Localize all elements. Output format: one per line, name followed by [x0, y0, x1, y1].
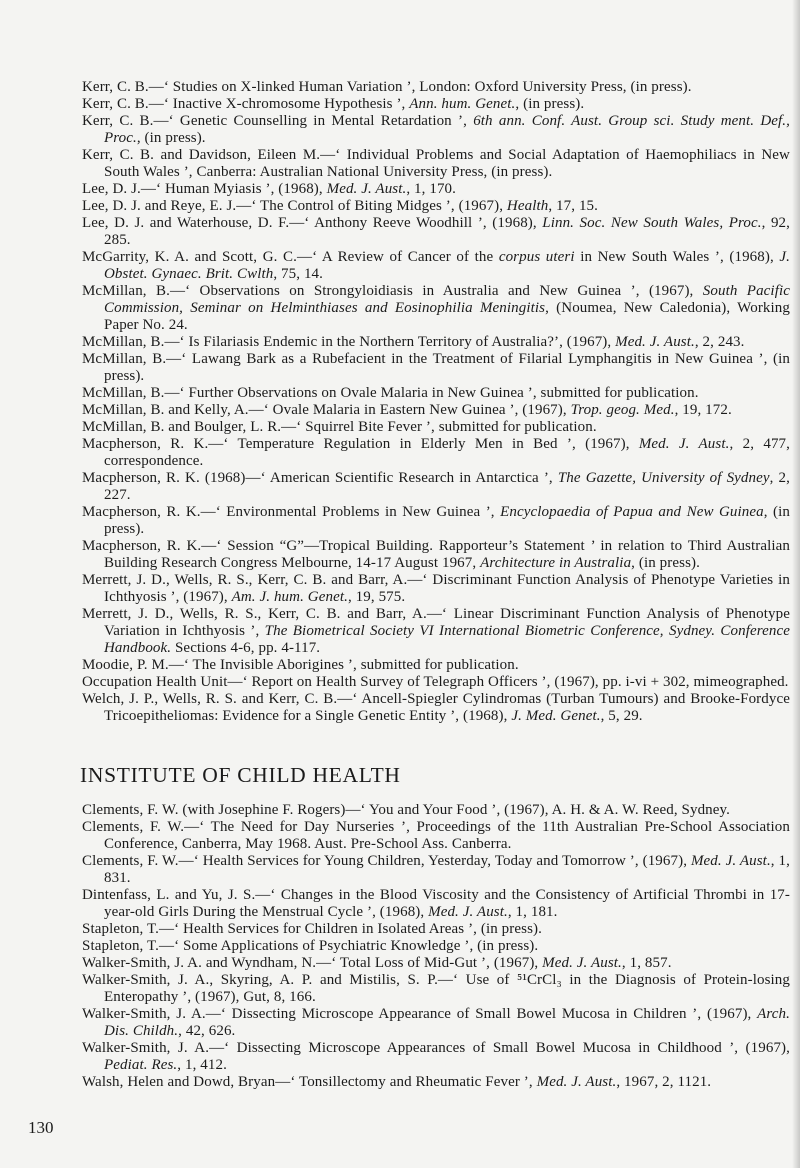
- reference-entry: [82, 538, 790, 572]
- reference-list-bottom: [82, 802, 790, 1091]
- reference-entry: [82, 96, 790, 113]
- reference-text: Kerr, C. B.—‘ Studies on X-linked Human Variation ’, London: Oxford University Press, (in press).: [82, 79, 692, 95]
- reference-entry: [82, 470, 790, 504]
- reference-text: Kerr, C. B. and Davidson, Eileen M.—‘ Individual Problems and Social Adaptation of Haemophiliacs in New South Wales ’, Canberra: Australian National University Press, (in press).: [82, 147, 790, 180]
- reference-text: Macpherson, R. K. (1968)—‘ American Scientific Research in Antarctica ’,: [82, 470, 558, 486]
- reference-text: Occupation Health Unit—‘ Report on Health Survey of Telegraph Officers ’, (1967), pp. i-vi + 302, mimeographed.: [82, 674, 789, 690]
- reference-text: , 19, 172.: [674, 402, 732, 418]
- reference-entry: [82, 819, 790, 853]
- reference-journal: Am. J. hum. Genet.: [231, 589, 348, 605]
- reference-text: , 1, 412.: [177, 1057, 227, 1073]
- reference-text: Lee, D. J. and Waterhouse, D. F.—‘ Anthony Reeve Woodhill ’, (1968),: [82, 215, 543, 231]
- reference-text: , 17, 15.: [548, 198, 598, 214]
- reference-text: , 1967, 2, 1121.: [616, 1074, 712, 1090]
- reference-journal: Ann. hum. Genet.: [409, 96, 516, 112]
- reference-text: Walker-Smith, J. A. and Wyndham, N.—‘ Total Loss of Mid-Gut ’, (1967),: [82, 955, 543, 971]
- reference-text: Lee, D. J. and Reye, E. J.—‘ The Control of Biting Midges ’, (1967),: [82, 198, 507, 214]
- reference-text: Clements, F. W. (with Josephine F. Rogers)—‘ You and Your Food ’, (1967), A. H. & A. W. Reed, Sydney.: [82, 802, 731, 818]
- reference-text: Welch, J. P., Wells, R. S. and Kerr, C. B.—‘ Ancell-Spiegler Cylindromas (Turban Tumours) and Brooke-Fordyce Tricoepitheliomas: Evidence for a Single Genetic Entity ’, (1968),: [82, 691, 790, 724]
- reference-journal: Med. J. Aust.: [542, 955, 622, 971]
- reference-entry: [82, 385, 790, 402]
- reference-journal: Med. J. Aust.: [536, 1074, 617, 1090]
- reference-text: , (in press).: [515, 96, 585, 112]
- reference-journal: Med. J. Aust.: [690, 853, 771, 869]
- reference-journal: J. Obstet. Gynaec. Brit. Cwlth: [104, 249, 790, 282]
- reference-text: Stapleton, T.—‘ Some Applications of Psychiatric Knowledge ’, (in press).: [82, 938, 539, 954]
- reference-text: Sections 4-6, pp. 4-117.: [171, 640, 321, 656]
- page-number: 130: [28, 1118, 54, 1137]
- reference-text: , 75, 14.: [273, 266, 324, 282]
- reference-text: Merrett, J. D., Wells, R. S., Kerr, C. B. and Barr, A.—‘ Linear Discriminant Function Analysis of Phenotype Variation in Ichthyosis ’,: [82, 606, 790, 639]
- reference-entry: [82, 79, 790, 96]
- reference-text: Walker-Smith, J. A.—‘ Dissecting Microscope Appearance of Small Bowel Mucosa in Children ’, (1967),: [82, 1006, 758, 1022]
- reference-entry: [82, 436, 790, 470]
- reference-entry: [82, 198, 790, 215]
- reference-text: McMillan, B.—‘ Further Observations on Ovale Malaria in New Guinea ’, submitted for publication.: [82, 385, 699, 401]
- reference-entry: [82, 249, 790, 283]
- reference-text: Dintenfass, L. and Yu, J. S.—‘ Changes in the Blood Viscosity and the Consistency of Artificial Thrombi in 17-year-old Girls During the Menstrual Cycle ’, (1968),: [82, 887, 790, 920]
- reference-text: Stapleton, T.—‘ Health Services for Children in Isolated Areas ’, (in press).: [82, 921, 542, 937]
- reference-entry: [82, 147, 790, 181]
- reference-text: McMillan, B.—‘ Lawang Bark as a Rubefacient in the Treatment of Filarial Lymphangitis in New Guinea ’, (in press).: [82, 351, 790, 384]
- reference-journal: Linn. Soc. New South Wales, Proc.: [542, 215, 762, 231]
- reference-journal: Pediat. Res.: [104, 1057, 178, 1073]
- reference-entry: [82, 972, 790, 1006]
- reference-entry: [82, 887, 790, 921]
- reference-text: Macpherson, R. K.—‘ Environmental Problems in New Guinea ’,: [82, 504, 501, 520]
- reference-entry: [82, 402, 790, 419]
- page-edge-shadow: [792, 0, 800, 1168]
- reference-text: , (in press).: [631, 555, 700, 571]
- reference-journal: 6th ann. Conf. Aust. Group sci. Study ment. Def., Proc.: [104, 113, 790, 146]
- reference-text: McMillan, B. and Kelly, A.—‘ Ovale Malaria in Eastern New Guinea ’, (1967),: [82, 402, 571, 418]
- reference-entry: [82, 1074, 790, 1091]
- reference-text: Walker-Smith, J. A., Skyring, A. P. and Mistilis, S. P.—‘ Use of ⁵¹CrCl₃ in the Diagnosis of Protein-losing Enteropathy ’, (1967), Gut, 8, 166.: [82, 972, 790, 1005]
- reference-journal: Architecture in Australia: [480, 555, 632, 571]
- reference-text: Merrett, J. D., Wells, R. S., Kerr, C. B. and Barr, A.—‘ Discriminant Function Analysis of Phenotype Varieties in Ichthyosis ’, (1967),: [82, 572, 790, 605]
- reference-journal: Med. J. Aust.: [638, 436, 730, 452]
- reference-text: Kerr, C. B.—‘ Genetic Counselling in Mental Retardation ’,: [82, 113, 474, 129]
- reference-text: Kerr, C. B.—‘ Inactive X-chromosome Hypothesis ’,: [82, 96, 410, 112]
- reference-text: McMillan, B.—‘ Is Filariasis Endemic in the Northern Territory of Australia?’, (1967),: [82, 334, 616, 350]
- reference-text: , 1, 831.: [104, 853, 790, 886]
- reference-text: , (Noumea, New Caledonia), Working Paper No. 24.: [104, 300, 790, 333]
- reference-text: , 1, 181.: [507, 904, 558, 920]
- reference-entry: [82, 215, 790, 249]
- reference-journal: corpus uteri: [498, 249, 575, 265]
- reference-text: Moodie, P. M.—‘ The Invisible Aborigines ’, submitted for publication.: [82, 657, 519, 673]
- reference-journal: Med. J. Aust.: [326, 181, 407, 197]
- reference-text: Macpherson, R. K.—‘ Temperature Regulation in Elderly Men in Bed ’, (1967),: [82, 436, 639, 452]
- reference-entry: [82, 113, 790, 147]
- reference-text: in New South Wales ’, (1968),: [574, 249, 780, 265]
- reference-text: Macpherson, R. K.—‘ Session “G”—Tropical Building. Rapporteur’s Statement ’ in relation to Third Australian Building Research Congress Melbourne, 14-17 August 1967,: [82, 538, 790, 571]
- reference-journal: Med. J. Aust.: [428, 904, 508, 920]
- reference-text: , 19, 575.: [347, 589, 406, 605]
- reference-entry: [82, 572, 790, 606]
- reference-journal: Health: [506, 198, 549, 214]
- reference-entry: [82, 419, 790, 436]
- reference-entry: [82, 606, 790, 657]
- reference-entry: [82, 283, 790, 334]
- reference-text: , 42, 626.: [178, 1023, 236, 1039]
- reference-entry: [82, 921, 790, 938]
- reference-entry: [82, 938, 790, 955]
- reference-entry: [82, 853, 790, 887]
- reference-text: , (in press).: [104, 504, 790, 537]
- reference-entry: [82, 351, 790, 385]
- reference-entry: [82, 955, 790, 972]
- reference-journal: Med. J. Aust.: [615, 334, 695, 350]
- reference-text: , (in press).: [136, 130, 206, 146]
- reference-entry: [82, 657, 790, 674]
- reference-entry: [82, 1006, 790, 1040]
- reference-text: Clements, F. W.—‘ The Need for Day Nurseries ’, Proceedings of the 11th Australian Pre-School Association Conference, Canberra, May 1968. Aust. Pre-School Ass. Canberra.: [82, 819, 790, 852]
- reference-entry: [82, 674, 790, 691]
- reference-entry: [82, 504, 790, 538]
- reference-journal: Encyclopaedia of Papua and New Guinea: [500, 504, 764, 520]
- reference-journal: The Biometrical Society VI International Biometric Conference, Sydney. Conference Handbook.: [104, 623, 790, 656]
- reference-text: , 1, 170.: [406, 181, 457, 197]
- reference-text: , 92, 285.: [104, 215, 791, 248]
- reference-list-top: [82, 79, 790, 725]
- reference-entry: [82, 802, 790, 819]
- reference-text: , 5, 29.: [600, 708, 643, 724]
- reference-text: , 2, 477, correspondence.: [104, 436, 790, 469]
- reference-text: Walsh, Helen and Dowd, Bryan—‘ Tonsillectomy and Rheumatic Fever ’,: [82, 1074, 537, 1090]
- reference-journal: J. Med. Genet.: [511, 708, 601, 724]
- reference-entry: [82, 181, 790, 198]
- reference-entry: [82, 334, 790, 351]
- reference-text: Lee, D. J.—‘ Human Myiasis ’, (1968),: [82, 181, 327, 197]
- reference-text: Walker-Smith, J. A.—‘ Dissecting Microscope Appearances of Small Bowel Mucosa in Childhood ’, (1967),: [82, 1040, 790, 1056]
- reference-entry: [82, 691, 790, 725]
- reference-text: McMillan, B. and Boulger, L. R.—‘ Squirrel Bite Fever ’, submitted for publication.: [82, 419, 597, 435]
- reference-text: Clements, F. W.—‘ Health Services for Young Children, Yesterday, Today and Tomorrow ’, (1967),: [82, 853, 691, 869]
- reference-text: , 2, 227.: [104, 470, 791, 503]
- reference-text: McMillan, B.—‘ Observations on Strongyloidiasis in Australia and New Guinea ’, (1967),: [82, 283, 703, 299]
- reference-text: McGarrity, K. A. and Scott, G. C.—‘ A Review of Cancer of the: [82, 249, 499, 265]
- reference-journal: Trop. geog. Med.: [570, 402, 675, 418]
- reference-journal: Arch. Dis. Childh.: [104, 1006, 790, 1039]
- reference-journal: The Gazette, University of Sydney: [557, 470, 770, 486]
- section-heading: INSTITUTE OF CHILD HEALTH: [80, 763, 401, 787]
- reference-entry: [82, 1040, 790, 1074]
- reference-journal: South Pacific Commission, Seminar on Helminthiases and Eosinophilia Meningitis: [104, 283, 790, 316]
- reference-text: , 1, 857.: [621, 955, 672, 971]
- reference-text: , 2, 243.: [694, 334, 745, 350]
